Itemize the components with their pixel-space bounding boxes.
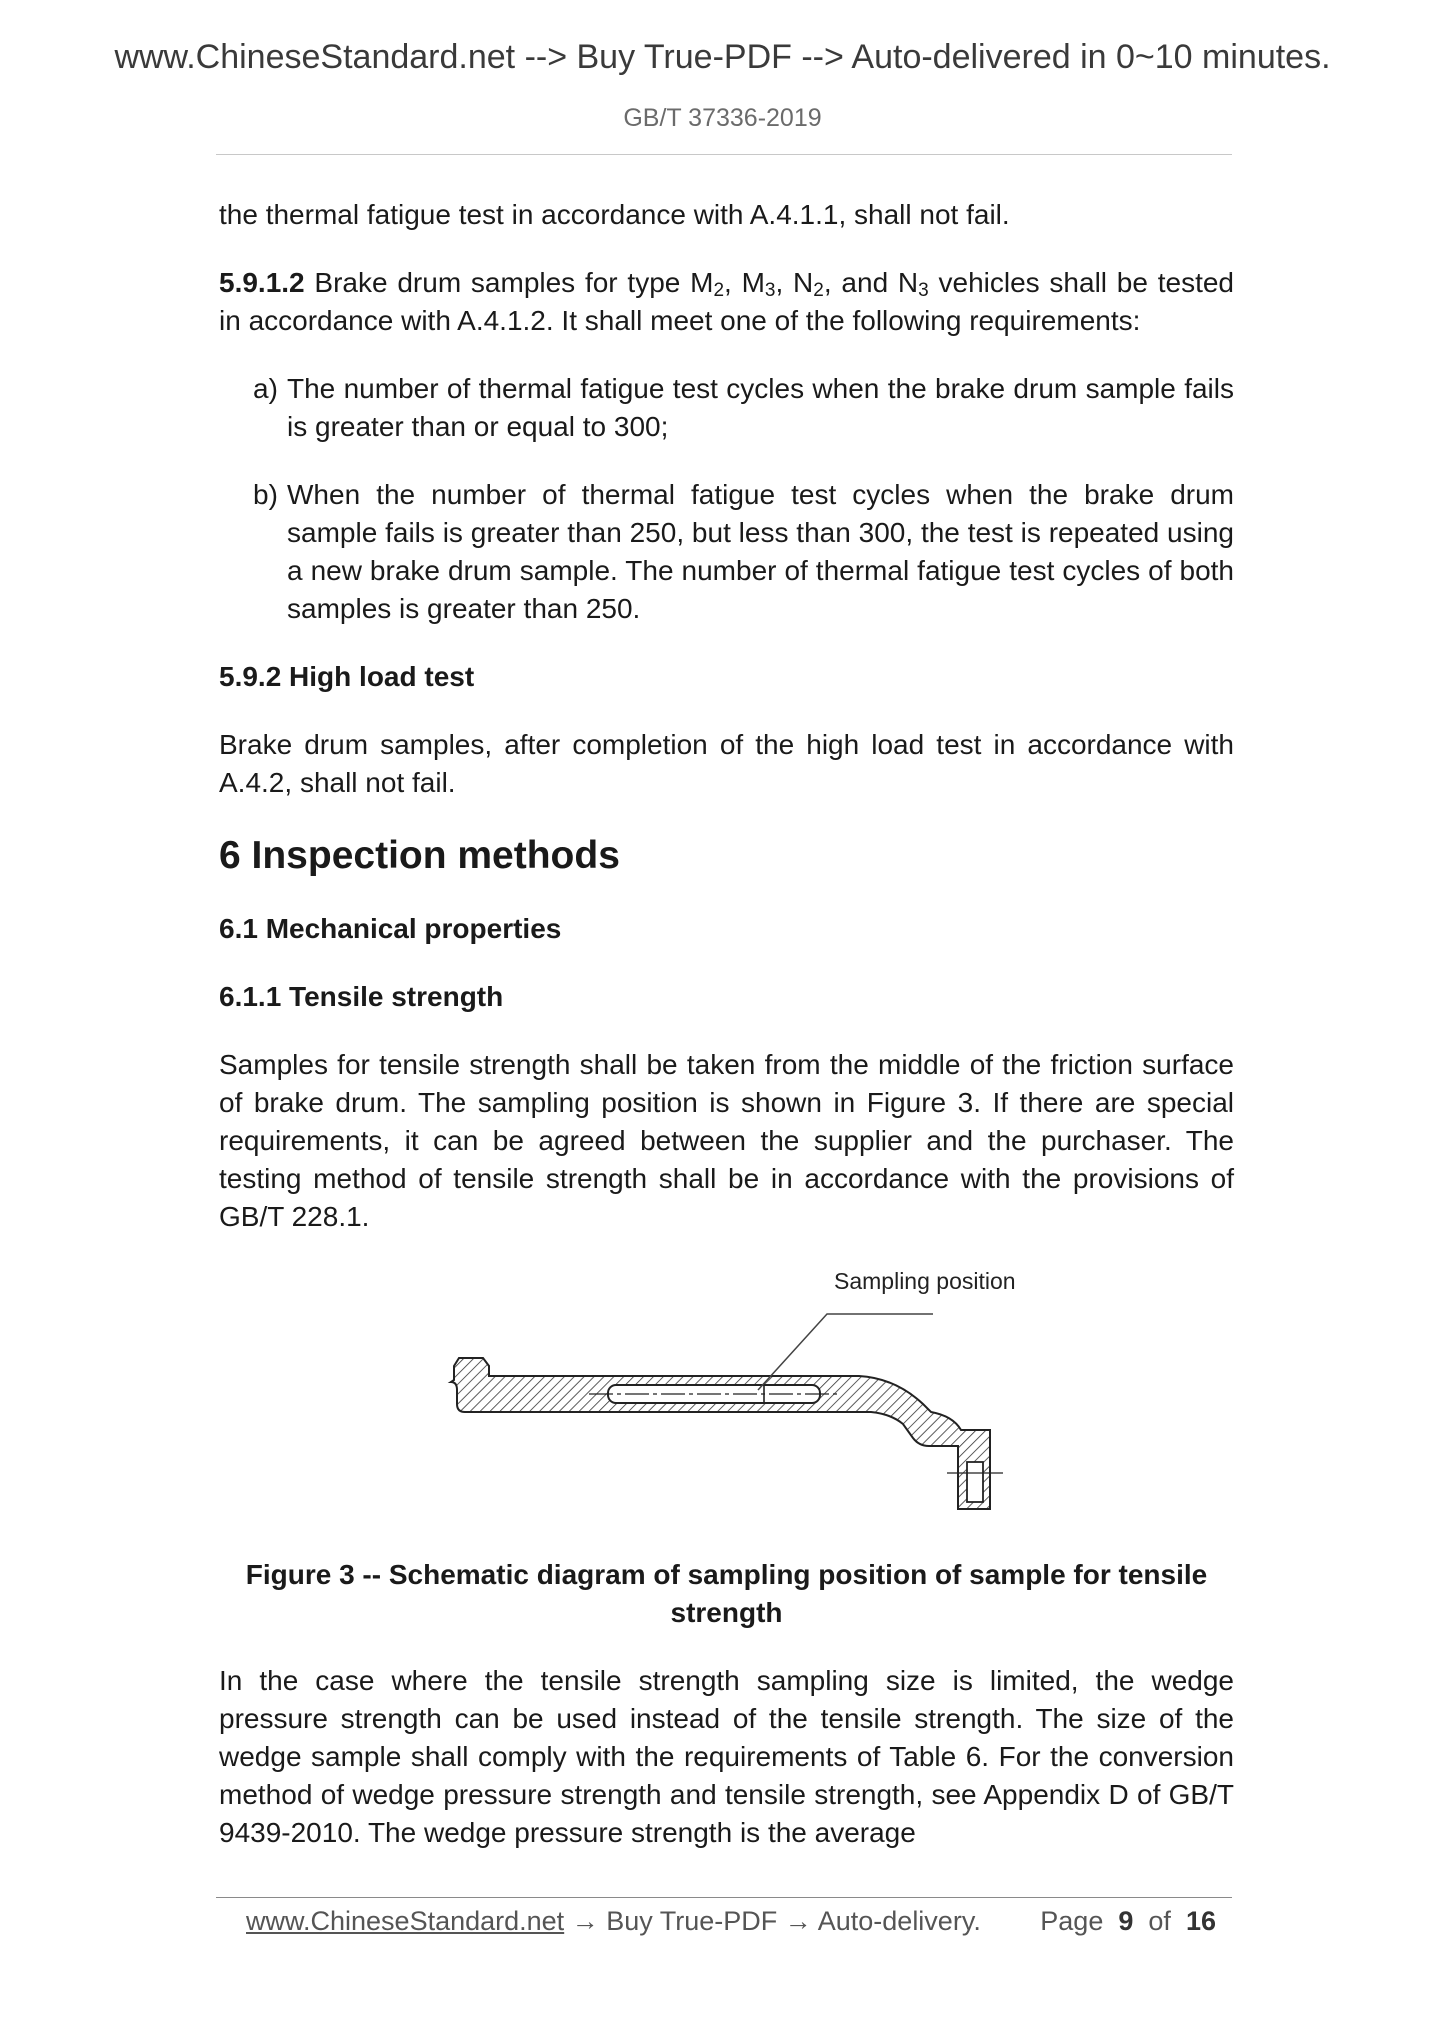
heading-6: 6 Inspection methods [219,834,620,877]
page-total: 16 [1185,1906,1216,1936]
clause-number: 5.9.1.2 [219,267,305,298]
heading-5-9-2: 5.9.2 High load test [219,661,475,692]
document-number: GB/T 37336-2019 [623,104,822,132]
subscript: 3 [764,280,776,301]
clause-5-9-1-2 [219,264,1234,340]
sampling-position-label: Sampling position [834,1268,1016,1294]
page-indicator [1040,1906,1216,1937]
brake-drum-section-drawing [219,1266,1234,1528]
list-marker: a) [253,373,278,404]
page-footer [246,1906,1216,1937]
header-divider [216,154,1232,155]
subscript: 2 [713,280,725,301]
clause-text: , M [724,267,765,298]
clause-text: , N [775,267,814,298]
clause-text: , and N [823,267,919,298]
figure-3 [219,1266,1234,1528]
list-item-text: The number of thermal fatigue test cycles when the brake drum sample fails is greater than or equal to 300; [287,373,1234,442]
list-item-text: When the number of thermal fatigue test cycles when the brake drum sample fails is greater than 250, but less than 300, the test is repeated using a new brake drum sample. The number of thermal fatigue test cycles of both samples is greater than 250. [287,479,1234,624]
figure-caption: Figure 3 -- Schematic diagram of sampling position of sample for tensile strength [245,1559,1208,1628]
subscript: 2 [813,280,824,301]
clause-text: vehicles shall be tested in accordance with A.4.1.2. It shall meet one of the following requirements: [219,267,1234,336]
paragraph-wedge: In the case where the tensile strength sampling size is limited, the wedge pressure strength can be used instead of the tensile strength. The size of the wedge sample shall comply with the requirements of Table 6. For the conversion method of wedge pressure strength and tensile strength, see Appendix D of GB/T 9439-2010. The wedge pressure strength is the average [219,1665,1234,1848]
footer-link[interactable]: www.ChineseStandard.net [246,1906,565,1936]
footer-promo [246,1906,981,1937]
heading-6-1: 6.1 Mechanical properties [219,913,562,944]
footer-promo-text: → Buy True-PDF → Auto-delivery. [564,1906,981,1936]
list-marker: b) [253,479,278,510]
heading-6-1-1: 6.1.1 Tensile strength [219,981,504,1012]
clause-text: Brake drum samples for type M [304,267,714,298]
list-item-a [253,370,1234,446]
list-item-b [253,476,1234,628]
of-word: of [1148,1906,1171,1936]
paragraph-continued: the thermal fatigue test in accordance with A.4.1.1, shall not fail. [219,199,1010,230]
bolt-hole [967,1462,983,1502]
page-content [219,196,1234,1882]
top-banner: www.ChineseStandard.net --> Buy True-PDF --> Auto-delivered in 0~10 minutes. [114,38,1331,76]
footer-divider [216,1897,1232,1898]
paragraph-6-1-1: Samples for tensile strength shall be taken from the middle of the friction surface of brake drum. The sampling position is shown in Figure 3. If there are special requirements, it can be agreed between the supplier and the purchaser. The testing method of tensile strength shall be in accordance with the provisions of GB/T 228.1. [219,1049,1234,1232]
drum-cross-section [451,1358,990,1509]
subscript: 3 [918,280,929,301]
page-word: Page [1040,1906,1104,1936]
paragraph-5-9-2: Brake drum samples, after completion of the high load test in accordance with A.4.2, shall not fail. [219,729,1234,798]
page-number: 9 [1118,1906,1134,1936]
